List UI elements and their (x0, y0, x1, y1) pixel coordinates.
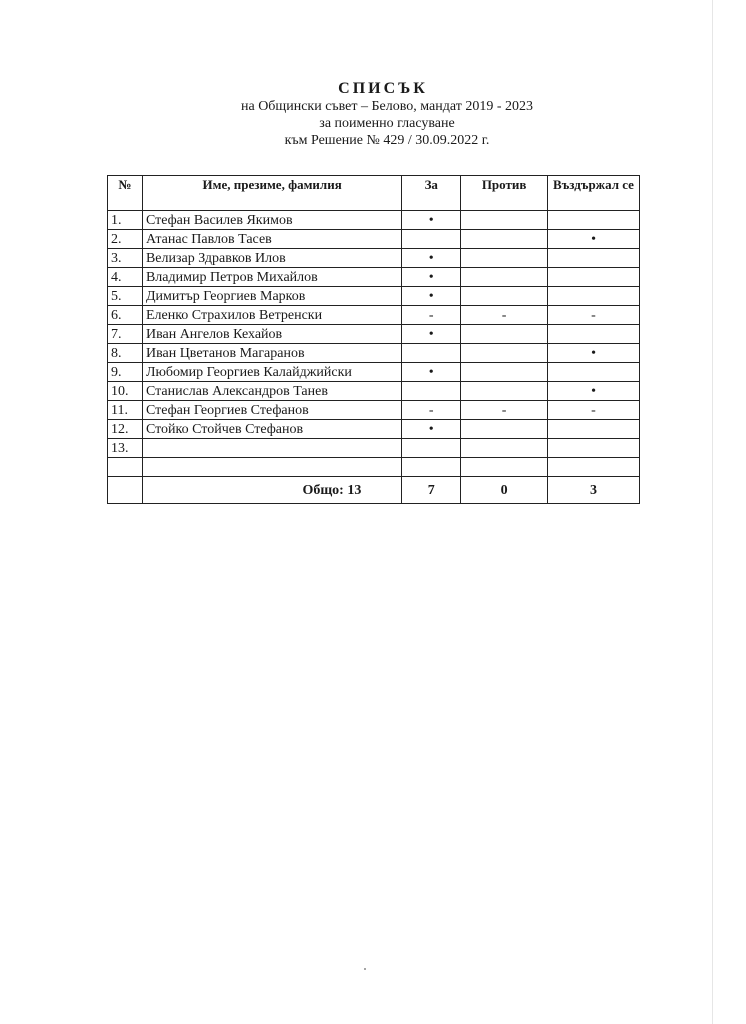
row-for: • (402, 363, 461, 382)
table-row (108, 306, 640, 325)
row-number: 9. (108, 363, 143, 382)
row-against (461, 249, 548, 268)
row-against: - (461, 401, 548, 420)
row-name: Владимир Петров Михайлов (142, 268, 401, 287)
table-row (108, 268, 640, 287)
table-row (108, 439, 640, 458)
row-for (402, 439, 461, 458)
row-for: • (402, 268, 461, 287)
table-row (108, 211, 640, 230)
table-row (108, 287, 640, 306)
col-name: Име, презиме, фамилия (142, 176, 401, 211)
col-for: За (402, 176, 461, 211)
col-abstain: Въздържал се (548, 176, 640, 211)
row-abstain: • (548, 344, 640, 363)
row-abstain (548, 420, 640, 439)
row-name (142, 458, 401, 477)
row-against (461, 268, 548, 287)
row-against (461, 325, 548, 344)
page-edge (712, 0, 713, 1024)
row-abstain: - (548, 306, 640, 325)
table-row (108, 344, 640, 363)
table-row (108, 230, 640, 249)
row-name: Велизар Здравков Илов (142, 249, 401, 268)
total-for: 7 (402, 477, 461, 504)
row-name: Стефан Василев Якимов (142, 211, 401, 230)
row-for: • (402, 211, 461, 230)
row-number: 11. (108, 401, 143, 420)
row-for: • (402, 249, 461, 268)
row-abstain (548, 325, 640, 344)
total-abstain: 3 (548, 477, 640, 504)
table-row (108, 325, 640, 344)
row-abstain (548, 268, 640, 287)
decision-line: към Решение № 429 / 30.09.2022 г. (284, 133, 490, 148)
row-against (461, 420, 548, 439)
document-title: СПИСЪК (338, 80, 428, 97)
purpose-line: за поименно гласуване (319, 116, 455, 131)
row-name: Атанас Павлов Тасев (142, 230, 401, 249)
row-abstain (548, 249, 640, 268)
table-row (108, 420, 640, 439)
table-row (108, 382, 640, 401)
row-name: Иван Цветанов Магаранов (142, 344, 401, 363)
row-number: 3. (108, 249, 143, 268)
row-abstain (548, 287, 640, 306)
row-number: 7. (108, 325, 143, 344)
row-against (461, 382, 548, 401)
scan-speck (364, 968, 366, 970)
row-for (402, 382, 461, 401)
row-abstain: • (548, 382, 640, 401)
total-label: Общо: 13 (142, 477, 401, 504)
row-number: 13. (108, 439, 143, 458)
row-name: Еленко Страхилов Ветренски (142, 306, 401, 325)
row-abstain (548, 211, 640, 230)
table-header-row (108, 176, 640, 211)
council-line: на Общински съвет – Белово, мандат 2019 - 2023 (240, 99, 533, 114)
row-number: 8. (108, 344, 143, 363)
row-name: Стефан Георгиев Стефанов (142, 401, 401, 420)
row-against (461, 458, 548, 477)
row-number: 1. (108, 211, 143, 230)
table-row (108, 363, 640, 382)
row-name: Станислав Александров Танев (142, 382, 401, 401)
row-number: 5. (108, 287, 143, 306)
row-number: 4. (108, 268, 143, 287)
row-for: - (402, 401, 461, 420)
row-name (142, 439, 401, 458)
row-number: 6. (108, 306, 143, 325)
row-name: Димитър Георгиев Марков (142, 287, 401, 306)
table-row (108, 458, 640, 477)
row-name: Любомир Георгиев Калайджийски (142, 363, 401, 382)
row-for (402, 230, 461, 249)
voting-table (107, 175, 640, 504)
total-row (108, 477, 640, 504)
row-abstain: - (548, 401, 640, 420)
row-for: - (402, 306, 461, 325)
row-for (402, 344, 461, 363)
row-number: 12. (108, 420, 143, 439)
document-header (0, 80, 746, 149)
total-empty-cell (108, 477, 143, 504)
row-for: • (402, 325, 461, 344)
row-against (461, 230, 548, 249)
table-row (108, 401, 640, 420)
row-name: Стойко Стойчев Стефанов (142, 420, 401, 439)
row-against (461, 344, 548, 363)
row-abstain (548, 439, 640, 458)
table-row (108, 249, 640, 268)
row-abstain (548, 363, 640, 382)
col-against: Против (461, 176, 548, 211)
row-abstain: • (548, 230, 640, 249)
col-number: № (108, 176, 143, 211)
row-against (461, 211, 548, 230)
row-against (461, 287, 548, 306)
row-for: • (402, 287, 461, 306)
total-against: 0 (461, 477, 548, 504)
row-for: • (402, 420, 461, 439)
row-number: 2. (108, 230, 143, 249)
row-name: Иван Ангелов Кехайов (142, 325, 401, 344)
row-abstain (548, 458, 640, 477)
row-number: 10. (108, 382, 143, 401)
row-against (461, 363, 548, 382)
row-against (461, 439, 548, 458)
row-against: - (461, 306, 548, 325)
row-number (108, 458, 143, 477)
row-for (402, 458, 461, 477)
